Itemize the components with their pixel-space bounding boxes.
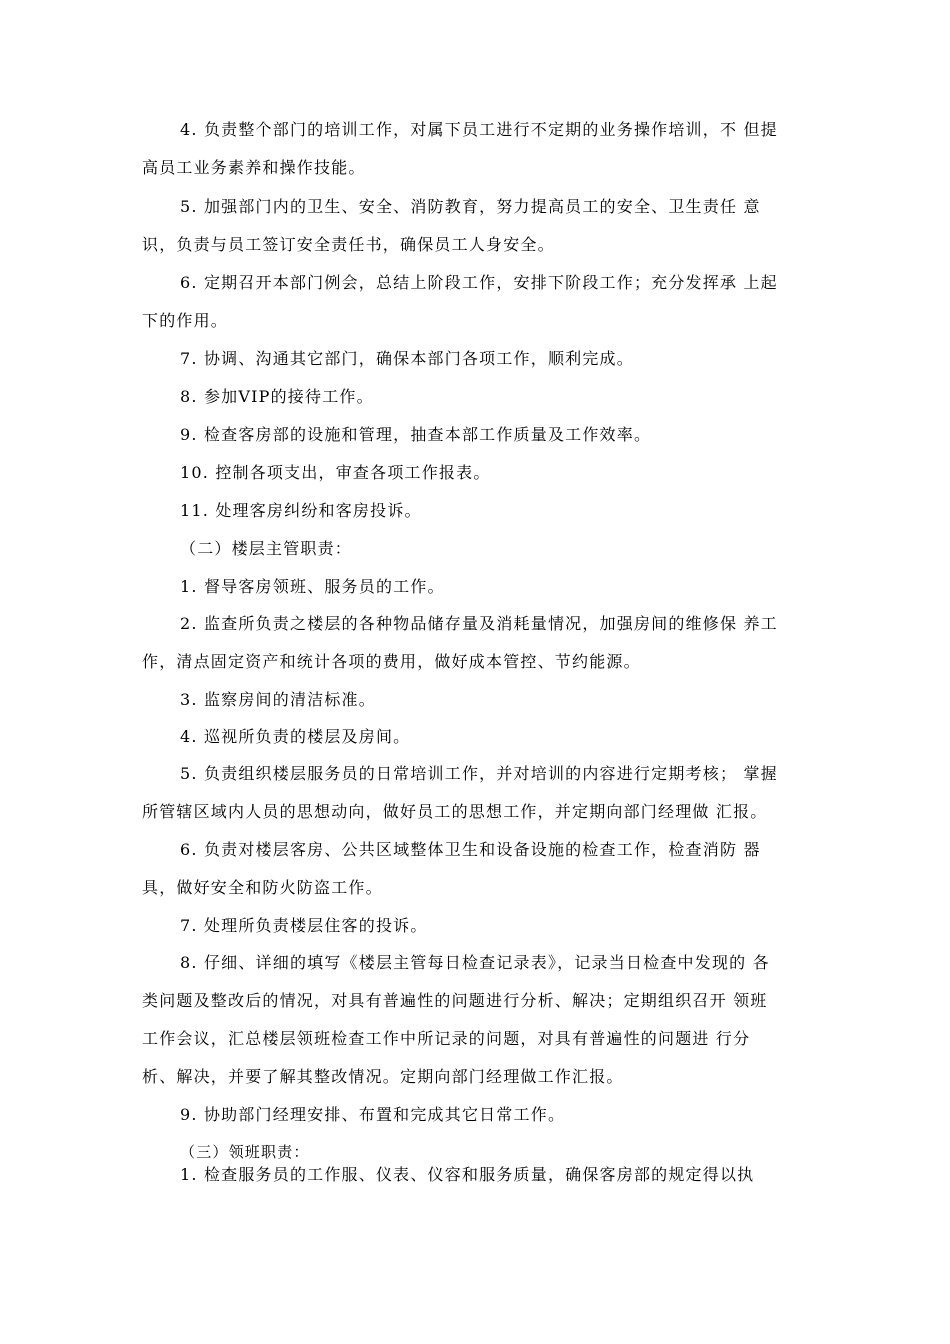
text-line: 作，清点固定资产和统计各项的费用，做好成本管控、节约能源。 bbox=[142, 652, 641, 671]
paragraph-t1 bbox=[142, 1156, 818, 1194]
section-heading-floor-supervisor bbox=[142, 530, 818, 568]
text-line: 具，做好安全和防火防盗工作。 bbox=[142, 878, 383, 897]
paragraph-7 bbox=[142, 340, 818, 378]
paragraph-5 bbox=[142, 188, 818, 264]
paragraph-10 bbox=[142, 454, 818, 492]
text-line: 8. 参加VIP的接待工作。 bbox=[180, 387, 374, 406]
paragraph-8 bbox=[142, 378, 818, 416]
paragraph-s6 bbox=[142, 831, 818, 907]
text-line: （二）楼层主管职责： bbox=[180, 539, 353, 558]
text-line: 1. 检查服务员的工作服、仪表、仪容和服务质量，确保客房部的规定得以执 bbox=[180, 1165, 755, 1184]
text-line: 5. 加强部门内的卫生、安全、消防教育，努力提高员工的安全、卫生责任 意 bbox=[180, 197, 761, 216]
text-line: 9. 检查客房部的设施和管理，抽查本部工作质量及工作效率。 bbox=[180, 425, 652, 444]
paragraph-s7 bbox=[142, 907, 818, 945]
paragraph-s1 bbox=[142, 568, 818, 606]
paragraph-s4 bbox=[142, 718, 818, 756]
text-line: 2. 监查所负责之楼层的各种物品储存量及消耗量情况，加强房间的维修保 养工 bbox=[180, 614, 778, 633]
text-line: 4. 负责整个部门的培训工作，对属下员工进行不定期的业务操作培训，不 但提 bbox=[180, 120, 778, 139]
text-line: 11. 处理客房纠纷和客房投诉。 bbox=[180, 501, 422, 520]
text-line: 识，负责与员工签订安全责任书，确保员工人身安全。 bbox=[142, 235, 555, 254]
paragraph-s8 bbox=[142, 944, 818, 1096]
text-line: 5. 负责组织楼层服务员的日常培训工作，并对培训的内容进行定期考核； 掌握 bbox=[180, 764, 778, 783]
text-line: 7. 处理所负责楼层住客的投诉。 bbox=[180, 916, 428, 935]
paragraph-s2 bbox=[142, 605, 818, 681]
text-line: 4. 巡视所负责的楼层及房间。 bbox=[180, 727, 411, 746]
text-line: 下的作用。 bbox=[142, 311, 229, 330]
paragraph-4 bbox=[142, 111, 818, 187]
text-line: 1. 督导客房领班、服务员的工作。 bbox=[180, 577, 445, 596]
text-line: 8. 仔细、详细的填写《楼层主管每日检查记录表》，记录当日检查中发现的 各 bbox=[180, 953, 770, 972]
paragraph-s5 bbox=[142, 755, 818, 831]
text-line: 析、解决，并要了解其整改情况。定期向部门经理做工作汇报。 bbox=[142, 1067, 624, 1086]
paragraph-11 bbox=[142, 492, 818, 530]
text-line: 类问题及整改后的情况，对具有普遍性的问题进行分析、解决；定期组织召开 领班 bbox=[142, 991, 768, 1010]
text-line: 6. 定期召开本部门例会，总结上阶段工作，安排下阶段工作；充分发挥承 上起 bbox=[180, 273, 778, 292]
text-line: 10. 控制各项支出，审查各项工作报表。 bbox=[180, 463, 491, 482]
paragraph-9 bbox=[142, 416, 818, 454]
text-line: 9. 协助部门经理安排、布置和完成其它日常工作。 bbox=[180, 1105, 566, 1124]
text-line: 3. 监察房间的清洁标准。 bbox=[180, 690, 376, 709]
paragraph-s9 bbox=[142, 1096, 818, 1134]
paragraph-s3 bbox=[142, 681, 818, 719]
text-line: 7. 协调、沟通其它部门，确保本部门各项工作，顺利完成。 bbox=[180, 349, 634, 368]
section-heading-team-leader: （三）领班职责： bbox=[180, 1143, 310, 1161]
text-line: 工作会议，汇总楼层领班检查工作中所记录的问题，对具有普遍性的问题进 行分 bbox=[142, 1029, 751, 1048]
text-line: 6. 负责对楼层客房、公共区域整体卫生和设备设施的检查工作，检查消防 器 bbox=[180, 840, 761, 859]
text-line: 所管辖区域内人员的思想动向，做好员工的思想工作，并定期向部门经理做 汇报。 bbox=[142, 802, 768, 821]
text-line: 高员工业务素养和操作技能。 bbox=[142, 158, 366, 177]
paragraph-6 bbox=[142, 264, 818, 340]
